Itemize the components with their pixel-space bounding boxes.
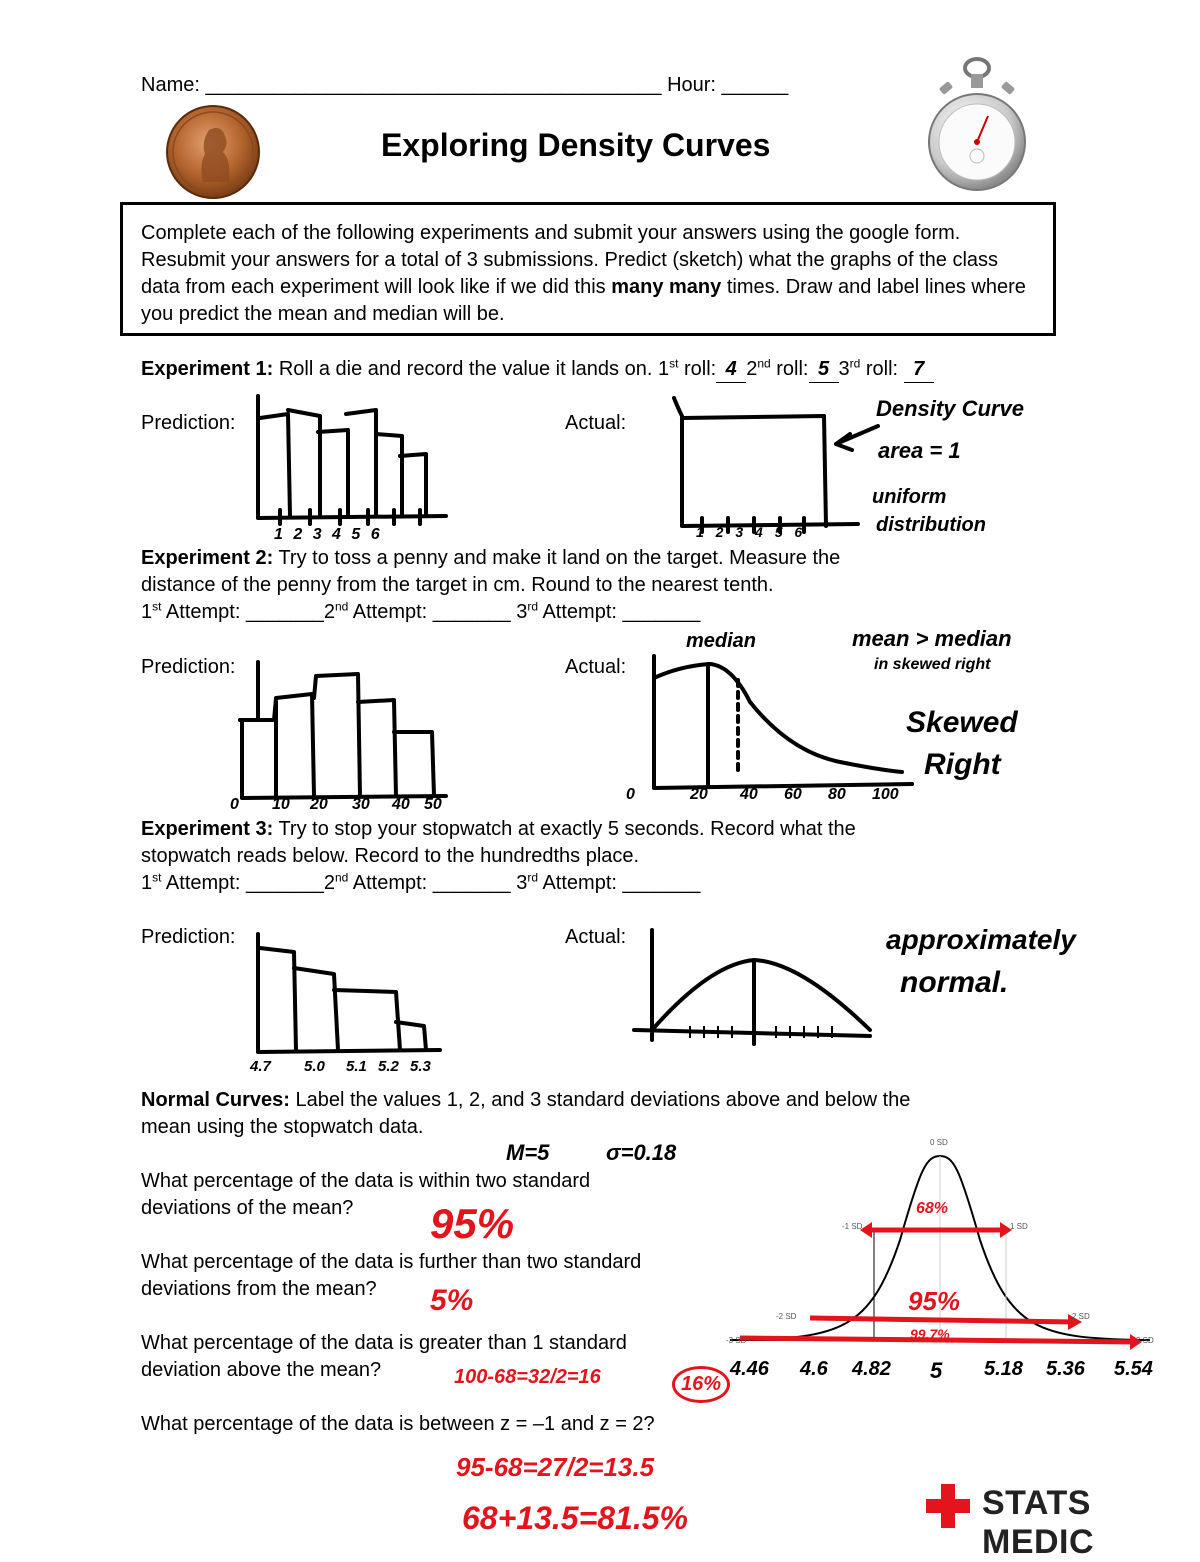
hour-label: Hour:: [667, 74, 722, 96]
experiment-2-label: Experiment 2:: [141, 547, 274, 569]
exp3-note-approx: approximately: [886, 924, 1076, 955]
curve-label-neg1: -1 SD: [842, 1222, 863, 1231]
question-3b: deviation above the mean?: [141, 1359, 382, 1381]
name-field: [141, 72, 788, 98]
experiment-1-line: Experiment 1: Roll a die and record the value it lands on. 1st roll: 4 2nd roll: 5 3rd roll: 7: [141, 356, 934, 383]
axis-value-7: 5.54: [1114, 1358, 1153, 1380]
experiment-3-label: Experiment 3:: [141, 818, 274, 840]
exp2-mean-note: mean > median: [852, 626, 1012, 651]
exp2-pred-tick-3: 30: [352, 796, 370, 813]
hour-line: ______: [721, 74, 789, 96]
curve-label-pos2: 2 SD: [1072, 1312, 1090, 1321]
exp1-note-density-curve: Density Curve: [876, 396, 1024, 421]
exp3-pred-tick-4: 5.3: [410, 1058, 431, 1075]
answer-2: 5%: [430, 1284, 474, 1317]
exp2-act-tick-4: 80: [828, 786, 846, 803]
experiment-2-line2: distance of the penny from the target in cm. Round to the nearest tenth.: [141, 574, 774, 596]
exp3-actual-label: Actual:: [565, 926, 627, 948]
exp3-prediction-label: Prediction:: [141, 926, 236, 948]
mean-value-note: M=5: [506, 1140, 550, 1165]
axis-value-2: 4.6: [800, 1358, 828, 1380]
axis-value-6: 5.36: [1046, 1358, 1085, 1380]
curve-label-pos1: 1 SD: [1010, 1222, 1028, 1231]
exp3-note-normal: normal.: [900, 966, 1009, 999]
exp1-note-uniform: uniform: [872, 486, 947, 508]
roll-3-value: 7: [904, 356, 934, 383]
name-line: _________________________________________: [205, 74, 662, 96]
axis-value-4: 5: [930, 1358, 943, 1383]
pct-68-label: 68%: [916, 1200, 949, 1217]
exp2-pred-tick-1: 10: [272, 796, 290, 813]
exp2-pred-tick-0: 0: [230, 796, 239, 813]
penny-image: [165, 104, 261, 200]
question-1a: What percentage of the data is within two standard: [141, 1170, 591, 1192]
exp1-pred-ticks: 1 2 3 4 5 6: [274, 526, 383, 543]
exp2-act-tick-2: 40: [740, 786, 758, 803]
exp2-act-tick-1: 20: [690, 786, 708, 803]
curve-label-top: 0 SD: [930, 1138, 948, 1147]
stats-medic-cross-icon: [926, 1484, 970, 1528]
axis-value-3: 4.82: [852, 1358, 891, 1380]
experiment-3-line2: stopwatch reads below. Record to the hundredths place.: [141, 845, 640, 867]
experiment-2-line1: Experiment 2: Try to toss a penny and make it land on the target. Measure the: [141, 547, 841, 569]
exp2-act-tick-3: 60: [784, 786, 802, 803]
exp2-mean-note-2: in skewed right: [874, 656, 991, 673]
roll-1-value: 4: [716, 356, 746, 383]
exp2-right-label: Right: [924, 748, 1001, 781]
exp2-skewed-label: Skewed: [906, 706, 1018, 739]
experiment-2-attempts: 1st Attempt: _______2nd Attempt: _______ 3rd Attempt: _______: [141, 599, 701, 623]
exp1-note-area: area = 1: [878, 438, 961, 463]
normal-curves-line2: mean using the stopwatch data.: [141, 1116, 424, 1138]
exp3-pred-tick-1: 5.0: [304, 1058, 325, 1075]
experiment-3-attempts: 1st Attempt: _______2nd Attempt: _______ 3rd Attempt: _______: [141, 870, 701, 894]
roll-2-value: 5: [809, 356, 839, 383]
normal-curves-line1: Normal Curves: Label the values 1, 2, and 3 standard deviations above and below the: [141, 1089, 911, 1111]
sigma-value-note: σ=0.18: [606, 1140, 677, 1165]
exp1-actual-ticks: 1 2 3 4 5 6: [696, 524, 807, 540]
question-2b: deviations from the mean?: [141, 1278, 377, 1300]
exp2-prediction-label: Prediction:: [141, 656, 236, 678]
pct-997-label: 99.7%: [910, 1326, 950, 1342]
exp3-pred-tick-3: 5.2: [378, 1058, 399, 1075]
question-3a: What percentage of the data is greater than 1 standard: [141, 1332, 627, 1354]
exp2-pred-tick-5: 50: [424, 796, 442, 813]
question-1b: deviations of the mean?: [141, 1197, 354, 1219]
exp1-actual-sketch: [668, 394, 868, 534]
stats-medic-logo: STATS MEDIC: [982, 1484, 1095, 1561]
experiment-1-label: Experiment 1:: [141, 358, 274, 380]
axis-value-5: 5.18: [984, 1358, 1023, 1380]
normal-curves-label: Normal Curves:: [141, 1089, 290, 1111]
exp3-pred-tick-0: 4.7: [250, 1058, 271, 1075]
question-4: What percentage of the data is between z = –1 and z = 2?: [141, 1413, 655, 1435]
curve-label-neg3: -3 SD: [726, 1336, 747, 1345]
exp2-actual-label: Actual:: [565, 656, 627, 678]
exp1-prediction-sketch: [250, 392, 450, 542]
exp2-median-label: median: [686, 630, 757, 652]
answer-3: 16%: [672, 1366, 730, 1403]
curve-label-neg2: -2 SD: [776, 1312, 797, 1321]
answer-1: 95%: [430, 1200, 515, 1247]
experiment-3-line1: Experiment 3: Try to stop your stopwatch at exactly 5 seconds. Record what the: [141, 818, 856, 840]
exp2-act-tick-5: 100: [872, 786, 899, 803]
stopwatch-image: [926, 58, 1028, 192]
arrow-icon: [830, 420, 880, 460]
question-2a: What percentage of the data is further than two standard: [141, 1251, 642, 1273]
exp2-act-tick-0: 0: [626, 786, 635, 803]
exp1-prediction-label: Prediction:: [141, 412, 236, 434]
exp2-actual-sketch: [640, 652, 920, 802]
answer-4-line1: 95-68=27/2=13.5: [456, 1452, 655, 1482]
exp1-actual-label: Actual:: [565, 412, 627, 434]
name-label: Name:: [141, 74, 206, 96]
exp3-pred-tick-2: 5.1: [346, 1058, 367, 1075]
curve-label-pos3: 3 SD: [1136, 1336, 1154, 1345]
exp2-prediction-sketch: [236, 658, 456, 808]
axis-value-1: 4.46: [730, 1358, 769, 1380]
page-title: Exploring Density Curves: [381, 127, 771, 163]
exp3-actual-sketch: [630, 926, 880, 1066]
instructions-text: Complete each of the following experiments and submit your answers using the google form. Resubmit your answers for a total of 3 submissions. Predict (sketch) what the graphs of the class data from each experiment will look like if we did this many many times. Draw and label lines where you predict the mean and median will be.: [141, 222, 1026, 325]
exp3-prediction-sketch: [248, 930, 448, 1060]
pct-95-label: 95%: [908, 1286, 961, 1316]
answer-3-work: 100-68=32/2=16: [454, 1366, 601, 1388]
exp2-pred-tick-2: 20: [310, 796, 328, 813]
exp1-note-distribution: distribution: [876, 514, 986, 536]
answer-4-line2: 68+13.5=81.5%: [462, 1500, 688, 1536]
exp2-pred-tick-4: 40: [392, 796, 410, 813]
